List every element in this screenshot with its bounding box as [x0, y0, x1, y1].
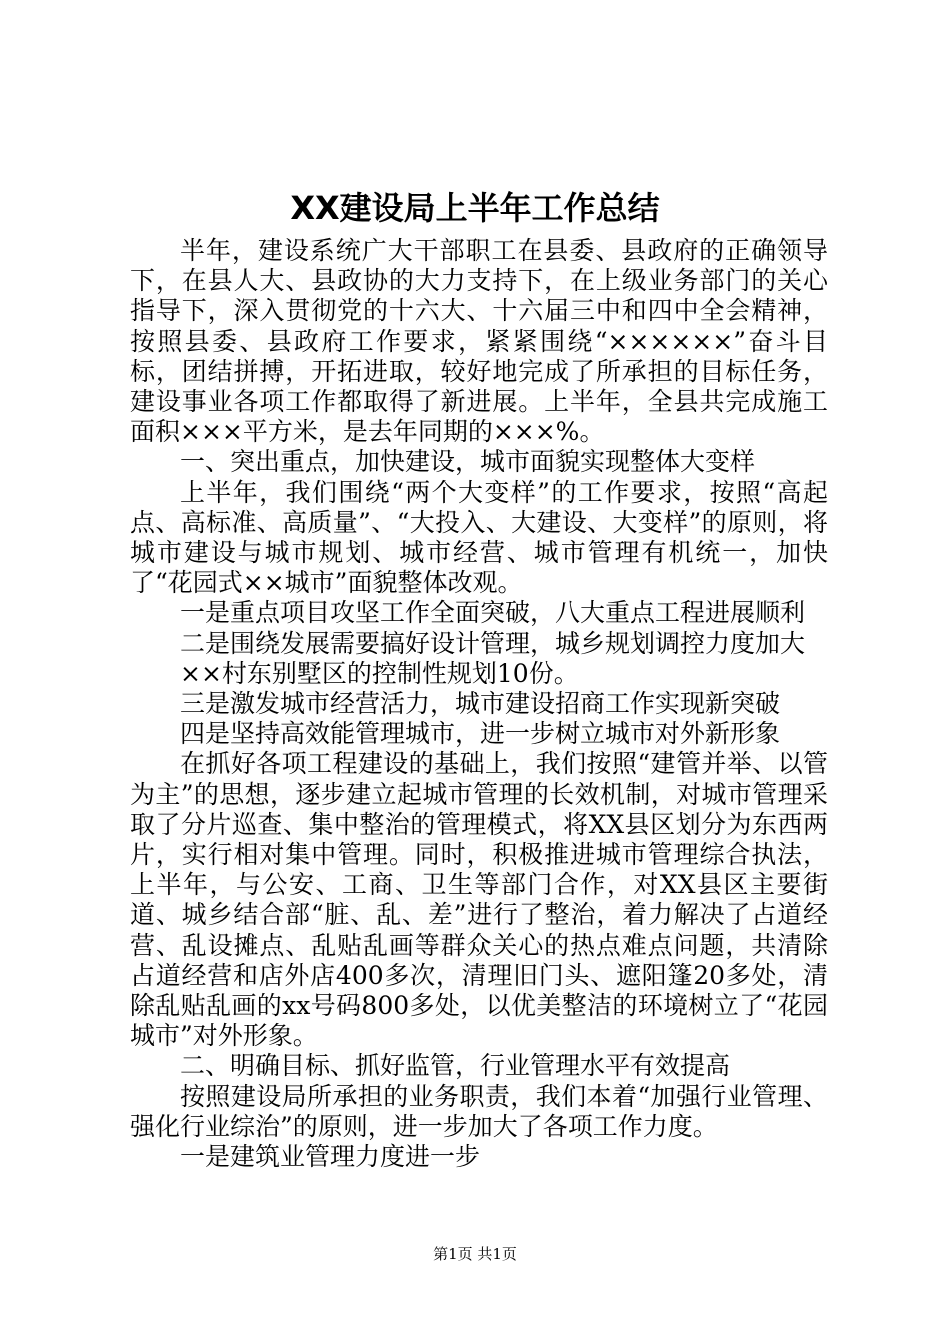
subheading: 四是坚持高效能管理城市，进一步树立城市对外新形象: [180, 719, 781, 749]
subheading: 一是重点项目攻坚工作全面突破，八大重点工程进展顺利: [180, 598, 806, 628]
document-body: [130, 236, 828, 1172]
paragraph-intro: 半年，建设系统广大干部职工在县委、县政府的正确领导下，在县人大、县政协的大力支持下，在上级业务部门的关心指导下，深入贯彻党的十六大、十六届三中和四中全会精神，按照县委、县政府工作要求，紧紧围绕“××××××”奋斗目标，团结拼搏，开拓进取，较好地完成了所承担的目标任务，建设事业各项工作都取得了新进展。上半年，全县共完成施工面积×××平方米，是去年同期的×××%。: [130, 236, 828, 447]
subheading: 一是建筑业管理力度进一步: [180, 1142, 481, 1172]
paragraph: ××村东别墅区的控制性规划10份。: [180, 658, 579, 688]
paragraph: 在抓好各项工程建设的基础上，我们按照“建管并举、以管为主”的思想，逐步建立起城市管理的长效机制，对城市管理采取了分片巡查、集中整治的管理模式，将XX县区划分为东西两片，实行相对集中管理。同时，积极推进城市管理综合执法，上半年，与公安、工商、卫生等部门合作，对XX县区主要街道、城乡结合部“脏、乱、差”进行了整治，着力解决了占道经营、乱设摊点、乱贴乱画等群众关心的热点难点问题，共清除占道经营和店外店400多次，清理旧门头、遮阳篷20多处，清除乱贴乱画的xx号码800多处，以优美整洁的环境树立了“花园城市”对外形象。: [130, 749, 828, 1051]
subheading: 二是围绕发展需要搞好设计管理，城乡规划调控力度加大: [180, 628, 806, 658]
section-heading-1: 一、突出重点，加快建设，城市面貌实现整体大变样: [180, 447, 756, 477]
subheading: 三是激发城市经营活力，城市建设招商工作实现新突破: [180, 689, 781, 719]
paragraph: 按照建设局所承担的业务职责，我们本着“加强行业管理、强化行业综治”的原则，进一步加大了各项工作力度。: [130, 1081, 828, 1141]
paragraph: 上半年，我们围绕“两个大变样”的工作要求，按照“高起点、高标准、高质量”、“大投入、大建设、大变样”的原则，将城市建设与城市规划、城市经营、城市管理有机统一，加快了“花园式××城市”面貌整体改观。: [130, 477, 828, 598]
page-footer: 第1页 共1页: [433, 1245, 517, 1263]
section-heading-2: 二、明确目标、抓好监管，行业管理水平有效提高: [180, 1051, 731, 1081]
document-title: XX建设局上半年工作总结: [290, 189, 660, 227]
